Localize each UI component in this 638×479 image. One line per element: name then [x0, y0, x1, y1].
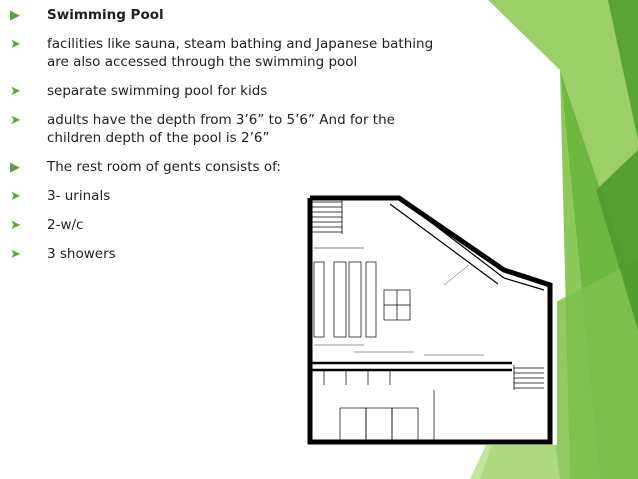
floor-plan-drawing: [304, 190, 557, 445]
bullet-text: 2-w/c: [47, 217, 84, 233]
bullet-kids-pool: [10, 82, 450, 100]
bullet-text: adults have the depth from 3’6” to 5’6” And for the children depth of the pool is 2’6”: [47, 112, 395, 146]
bullet-text: The rest room of gents consists of:: [47, 159, 281, 175]
bullet-text: facilities like sauna, steam bathing and Japanese bathing are also accessed through the swimming pool: [47, 36, 434, 70]
arrowhead-bullet-icon: ➤: [10, 113, 21, 128]
bullet-depth: [10, 111, 450, 147]
bullet-swimming-pool: [10, 6, 450, 24]
bullet-text: 3- urinals: [47, 188, 111, 204]
bullet-text: 3 showers: [47, 246, 116, 262]
arrowhead-bullet-icon: ➤: [10, 84, 21, 99]
bullet-text: separate swimming pool for kids: [47, 83, 268, 99]
arrowhead-bullet-icon: ➤: [10, 247, 21, 262]
bullet-rest-room: [10, 158, 450, 176]
right-triangle-icon: ▶: [10, 8, 20, 23]
bullet-facilities: [10, 35, 450, 71]
right-triangle-icon: ▶: [10, 160, 20, 175]
bullet-text: Swimming Pool: [47, 7, 164, 23]
arrowhead-bullet-icon: ➤: [10, 189, 21, 204]
restroom-floor-plan: [304, 190, 557, 445]
arrowhead-bullet-icon: ➤: [10, 37, 21, 52]
arrowhead-bullet-icon: ➤: [10, 218, 21, 233]
